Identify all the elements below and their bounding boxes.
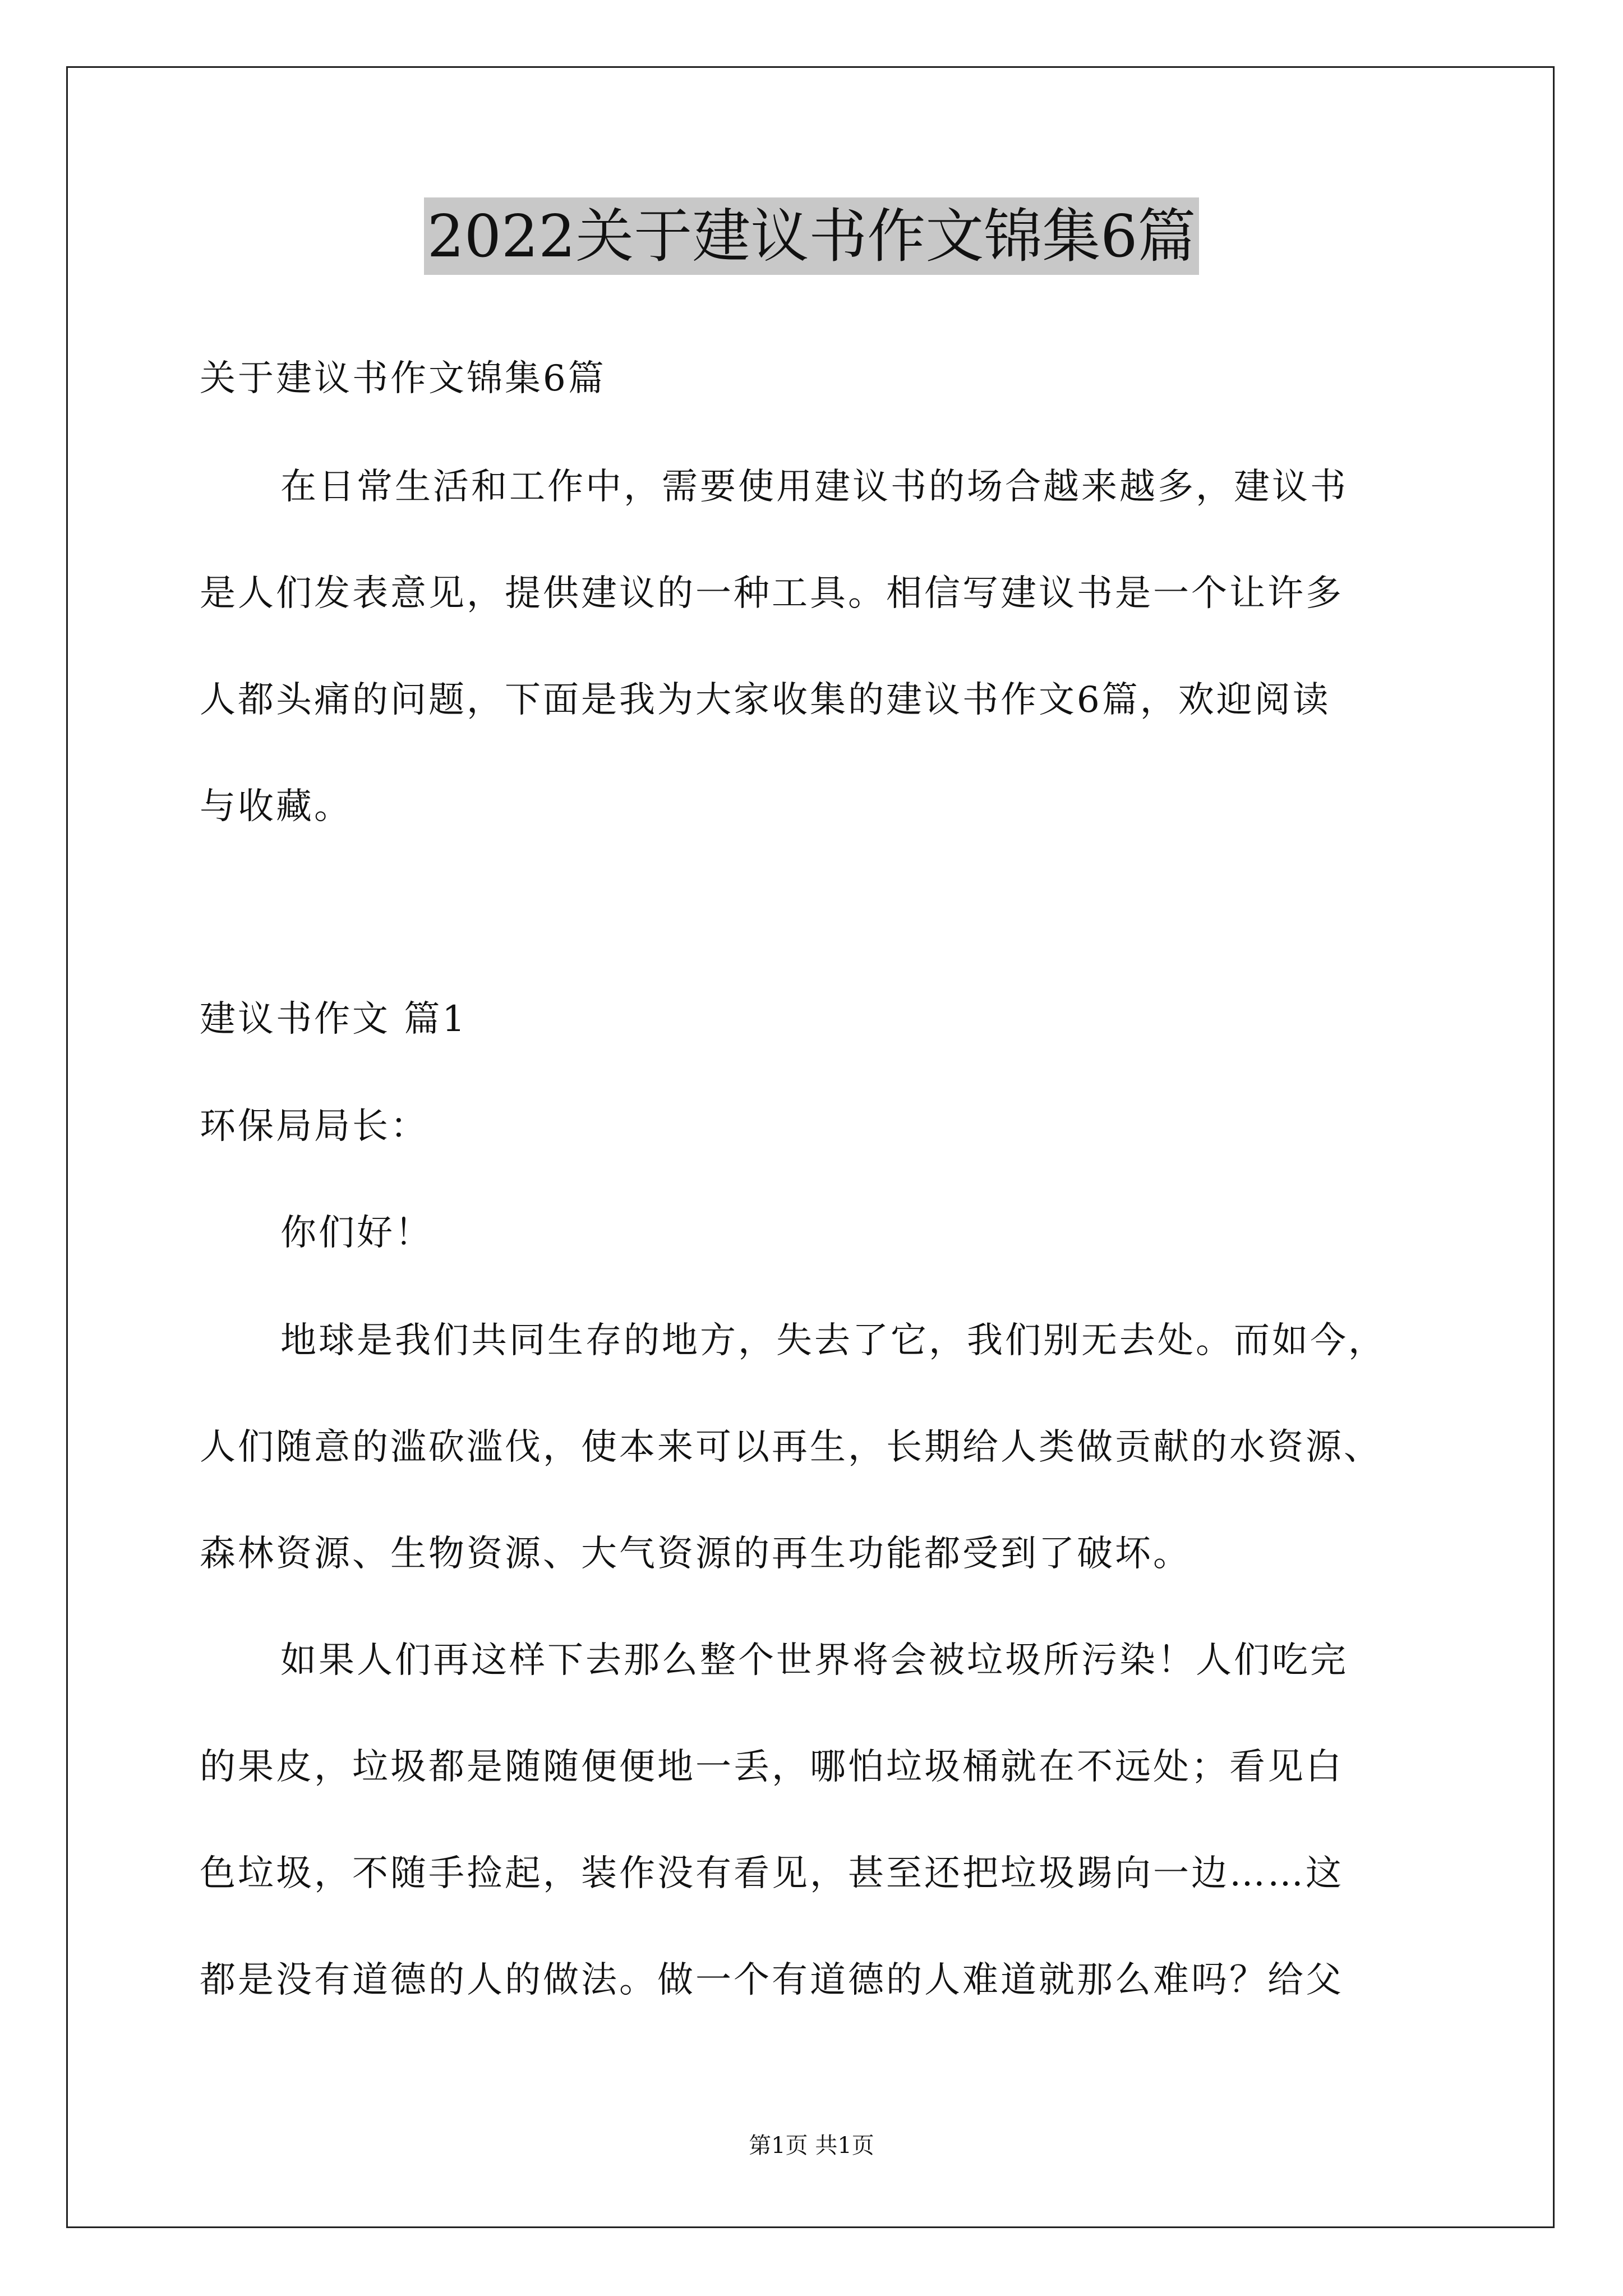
para1-line-3: 森林资源、生物资源、大气资源的再生功能都受到了破坏。 — [200, 1533, 1191, 1575]
title-container — [0, 197, 1623, 275]
para2-line-4: 都是没有道德的人的做法。做一个有道德的人难道就那么难吗？给父 — [200, 1959, 1344, 2001]
document-title: 2022关于建议书作文锦集6篇 — [424, 197, 1200, 275]
intro-line-1: 在日常生活和工作中，需要使用建议书的场合越来越多，建议书 — [280, 466, 1348, 508]
para1-line-1: 地球是我们共同生存的地方，失去了它，我们别无去处。而如今， — [280, 1320, 1386, 1361]
salutation: 环保局局长： — [200, 1106, 428, 1147]
intro-line-2: 是人们发表意见，提供建议的一种工具。相信写建议书是一个让许多 — [200, 573, 1344, 614]
page-footer: 第1页 共1页 — [749, 2133, 874, 2159]
greeting: 你们好！ — [280, 1212, 433, 1254]
section-heading: 建议书作文 篇1 — [200, 999, 468, 1040]
para2-line-1: 如果人们再这样下去那么整个世界将会被垃圾所污染！人们吃完 — [280, 1640, 1348, 1681]
intro-line-4: 与收藏。 — [200, 786, 352, 827]
intro-line-3: 人都头痛的问题，下面是我为大家收集的建议书作文6篇，欢迎阅读 — [200, 679, 1331, 721]
para1-line-2: 人们随意的滥砍滥伐，使本来可以再生，长期给人类做贡献的水资源、 — [200, 1427, 1382, 1468]
para2-line-3: 色垃圾，不随手捡起，装作没有看见，甚至还把垃圾踢向一边……这 — [200, 1853, 1344, 1894]
para2-line-2: 的果皮，垃圾都是随随便便地一丢，哪怕垃圾桶就在不远处；看见白 — [200, 1746, 1344, 1788]
document-subtitle: 关于建议书作文锦集6篇 — [200, 358, 606, 399]
